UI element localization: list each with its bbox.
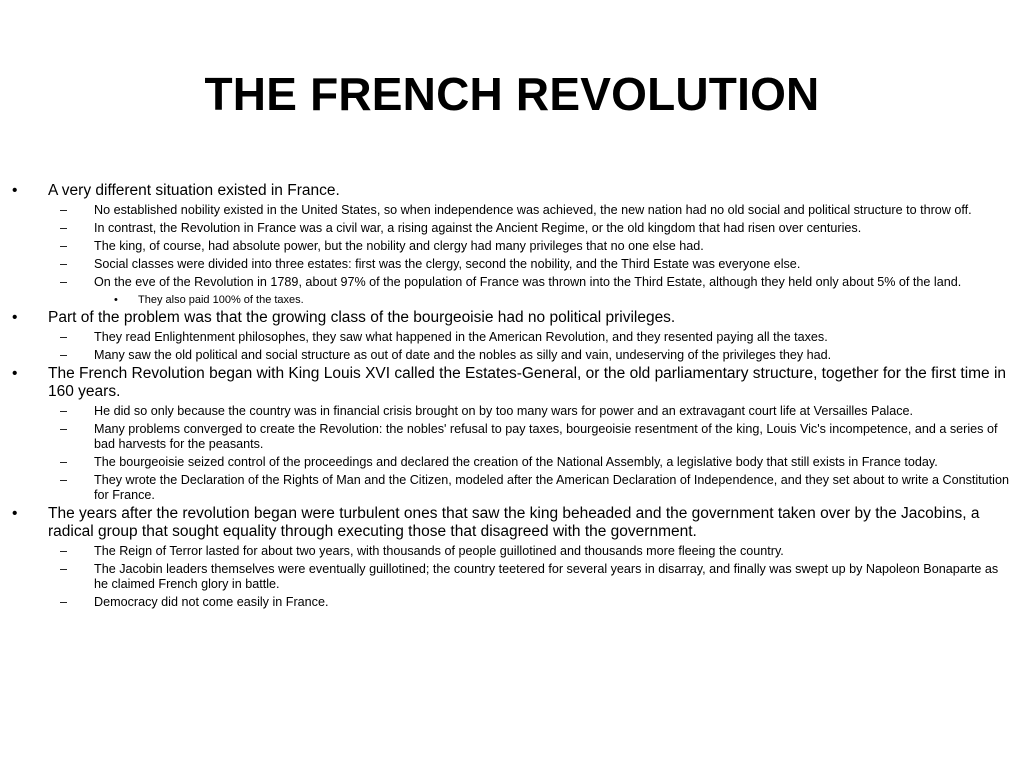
- sub-point-text: Democracy did not come easily in France.: [94, 595, 329, 609]
- sub-point-text: They read Enlightenment philosophes, they saw what happened in the American Revolution, and they resented paying all the taxes.: [94, 330, 828, 344]
- dash-marker: –: [60, 595, 68, 609]
- dash-marker: –: [60, 348, 68, 362]
- dash-marker: –: [60, 239, 68, 253]
- sub-point-text: The Reign of Terror lasted for about two years, with thousands of people guillotined and thousands more fleeing the country.: [94, 544, 784, 558]
- dash-marker: –: [60, 562, 68, 576]
- sub-point-text: They wrote the Declaration of the Rights of Man and the Citizen, modeled after the American Declaration of Independence, and they set about to write a Constitution for France.: [94, 473, 1009, 502]
- dash-marker: –: [60, 203, 68, 217]
- sub-sub-point: [12, 293, 1014, 307]
- sub-point-text: No established nobility existed in the United States, so when independence was achieved, the new nation had no old social and political structure to throw off.: [94, 203, 972, 217]
- sub-sub-point-text: They also paid 100% of the taxes.: [138, 294, 304, 306]
- bullet-marker: •: [12, 505, 18, 522]
- dash-marker: –: [60, 404, 68, 418]
- sub-point-text: He did so only because the country was in financial crisis brought on by too many wars for power and an extravagant court life at Versailles Palace.: [94, 404, 914, 418]
- bullet-point: [12, 505, 1014, 541]
- dash-marker: –: [60, 422, 68, 436]
- sub-point-text: On the eve of the Revolution in 1789, about 97% of the population of France was thrown into the Third Estate, although they held only about 5% of the land.: [94, 275, 962, 289]
- bullet-marker: •: [12, 309, 18, 326]
- bullet-text: Part of the problem was that the growing class of the bourgeoisie had no political privileges.: [48, 309, 676, 326]
- sub-point: [12, 257, 1014, 272]
- sub-point: [12, 595, 1014, 610]
- bullet-text: A very different situation existed in France.: [48, 182, 340, 199]
- sub-point: [12, 239, 1014, 254]
- dash-marker: –: [60, 221, 68, 235]
- sub-point-text: In contrast, the Revolution in France was a civil war, a rising against the Ancient Regime, or the old kingdom that had risen over centuries.: [94, 221, 862, 235]
- dash-marker: –: [60, 257, 68, 271]
- sub-point: [12, 221, 1014, 236]
- bullet-list: [12, 180, 1014, 610]
- sub-point: [12, 404, 1014, 419]
- sub-point: [12, 422, 1014, 452]
- sub-point: [12, 275, 1014, 290]
- sub-point-text: Social classes were divided into three estates: first was the clergy, second the nobility, and the Third Estate was everyone else.: [94, 257, 801, 271]
- bullet-text: The years after the revolution began were turbulent ones that saw the king beheaded and the government taken over by the Jacobins, a radical group that sought equality through executing those that disagreed with the government.: [48, 505, 980, 540]
- dash-marker: –: [60, 330, 68, 344]
- bullet-point: [12, 182, 1014, 200]
- dash-marker: –: [60, 275, 68, 289]
- sub-point: [12, 203, 1014, 218]
- sub-point: [12, 544, 1014, 559]
- bullet-text: The French Revolution began with King Louis XVI called the Estates-General, or the old parliamentary structure, together for the first time in 160 years.: [48, 365, 1007, 400]
- sub-point-text: The king, of course, had absolute power, but the nobility and clergy had many privileges that no one else had.: [94, 239, 704, 253]
- sub-point-text: The bourgeoisie seized control of the proceedings and declared the creation of the National Assembly, a legislative body that still exists in France today.: [94, 455, 938, 469]
- bullet-point: [12, 365, 1014, 401]
- dash-marker: –: [60, 544, 68, 558]
- sub-point-text: The Jacobin leaders themselves were eventually guillotined; the country teetered for several years in disarray, and finally was swept up by Napoleon Bonaparte as he claimed French glory in battle.: [94, 562, 999, 591]
- sub-point: [12, 348, 1014, 363]
- sub-point-text: Many problems converged to create the Revolution: the nobles' refusal to pay taxes, bourgeoisie resentment of the king, Louis Vic's incompetence, and a series of bad harvests for the peasants.: [94, 422, 998, 451]
- sub-point: [12, 473, 1014, 503]
- sub-point: [12, 455, 1014, 470]
- bullet-point: [12, 309, 1014, 327]
- bullet-marker: •: [114, 294, 118, 306]
- dash-marker: –: [60, 455, 68, 469]
- sub-point-text: Many saw the old political and social structure as out of date and the nobles as silly and vain, undeserving of the privileges they had.: [94, 348, 832, 362]
- sub-point: [12, 330, 1014, 345]
- slide-title: THE FRENCH REVOLUTION: [204, 68, 820, 120]
- sub-point: [12, 562, 1014, 592]
- bullet-marker: •: [12, 365, 18, 382]
- bullet-marker: •: [12, 182, 18, 199]
- dash-marker: –: [60, 473, 68, 487]
